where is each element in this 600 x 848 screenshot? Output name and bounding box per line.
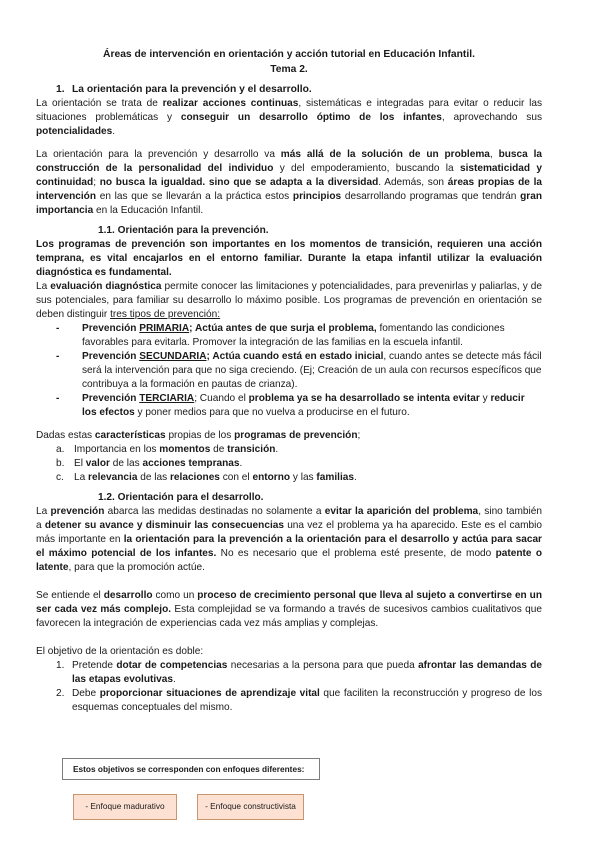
section-title: La orientación para la prevención y el desarrollo. [72, 84, 312, 95]
list-item: c. La relevancia de las relaciones con el entorno y las familias. [56, 472, 357, 483]
enfoque-madurativo-box: - Enfoque madurativo [73, 794, 177, 820]
section-1-1-paragraph: La evaluación diagnóstica permite conocer las limitaciones y potencialidades, para prevenirlas y paliarlas, y de sus potenciales, para familiar su desarrollo lo máximo posible. Los programas de prevención en orientación se deben distinguir tres tipos de prevención: [36, 281, 542, 320]
section-1-2-paragraph-1: La prevención abarca las medidas destinadas no solamente a evitar la aparición del problema, sino también a detener su avance y disminuir las consecuencias una vez el problema ya ha aparecido. Este es el cambio más importante en la orientación para la prevención a la orientación para el desarrollo y actúa para sacar el máximo potencial de los infantes. No es necesario que el problema esté presente, de modo patente o latente, para que la promoción actúe. [36, 506, 542, 573]
enfoque-constructivista-box: - Enfoque constructivista [197, 794, 304, 820]
section-number: 1. [56, 84, 65, 95]
section-1-heading [36, 83, 542, 97]
dadas-paragraph: Dadas estas características propias de los programas de prevención; [36, 430, 361, 441]
objectives-list [36, 659, 542, 715]
list-item-terciaria: - Prevención TERCIARIA; Cuando el problema ya se ha desarrollado se intenta evitar y reducir los efectos y poner medios para que no vuelva a producirse en el futuro. [36, 392, 542, 420]
diagram-header-box: Estos objetivos se corresponden con enfoques diferentes: [62, 758, 320, 780]
list-item-secundaria: - Prevención SECUNDARIA; Actúa cuando está en estado inicial, cuando antes se detecte más fácil será la intervención para que no siga creciendo. (Ej; Creación de un aula con recursos específicos que contribuya a la formación en pautas de crianza). [36, 350, 542, 392]
objetivo-paragraph: El objetivo de la orientación es doble: [36, 646, 204, 657]
prevention-types-list [36, 322, 542, 420]
section-1-paragraph-1: La orientación se trata de realizar acciones continuas, sistemáticas e integradas para evitar o reducir las situaciones problemáticas y conseguir un desarrollo óptimo de los infantes, aprovechando sus potencialidades. [36, 98, 542, 137]
list-item: 1. Pretende dotar de competencias necesarias a la persona para que pueda afrontar las demandas de las etapas evolutivas. [56, 660, 542, 685]
list-item-primaria: - Prevención PRIMARIA; Actúa antes de que surja el problema, fomentando las condiciones favorables para evitarla. Promover la integración de las familias en la escuela infantil. [36, 322, 542, 350]
section-1-paragraph-2: La orientación para la prevención y desarrollo va más allá de la solución de un problema, busca la construcción de la personalidad del individuo y del empoderamiento, buscando la sistematicidad y continuidad; no busca la igualdad. sino que se adapta a la diversidad. Además, son áreas propias de la intervención en las que se llevarán a la práctica estos principios desarrollando programas que tendrán gran importancia en la Educación Infantil. [36, 149, 543, 216]
list-item: b. El valor de las acciones tempranas. [56, 458, 243, 469]
title-line-2: Tema 2. [270, 63, 308, 75]
section-1-2-paragraph-2: Se entiende el desarrollo como un proceso de crecimiento personal que lleva al sujeto a convertirse en un ser cada vez más complejo. Esta complejidad se va formando a través de sucesivos cambios cualitativos que favorecen la integración de experiencias cada vez más amplias y complejas. [36, 590, 543, 629]
list-item: a. Importancia en los momentos de transición. [56, 444, 279, 455]
section-1-1-heading: 1.1. Orientación para la prevención. [98, 225, 269, 236]
section-1-2-heading: 1.2. Orientación para el desarrollo. [98, 492, 264, 503]
characteristics-list [36, 443, 542, 485]
document-title [36, 48, 542, 77]
title-line-1: Áreas de intervención en orientación y acción tutorial en Educación Infantil. [103, 49, 475, 60]
list-item: 2. Debe proporcionar situaciones de aprendizaje vital que faciliten la reconstrucción y progreso de los esquemas conceptuales del mismo. [56, 688, 543, 713]
section-1-1-bold-paragraph: Los programas de prevención son importantes en los momentos de transición, requieren una acción temprana, es vital encajarlos en el entorno familiar. Durante la etapa infantil utilizar la evaluación diagnóstica es fundamental. [36, 239, 542, 278]
